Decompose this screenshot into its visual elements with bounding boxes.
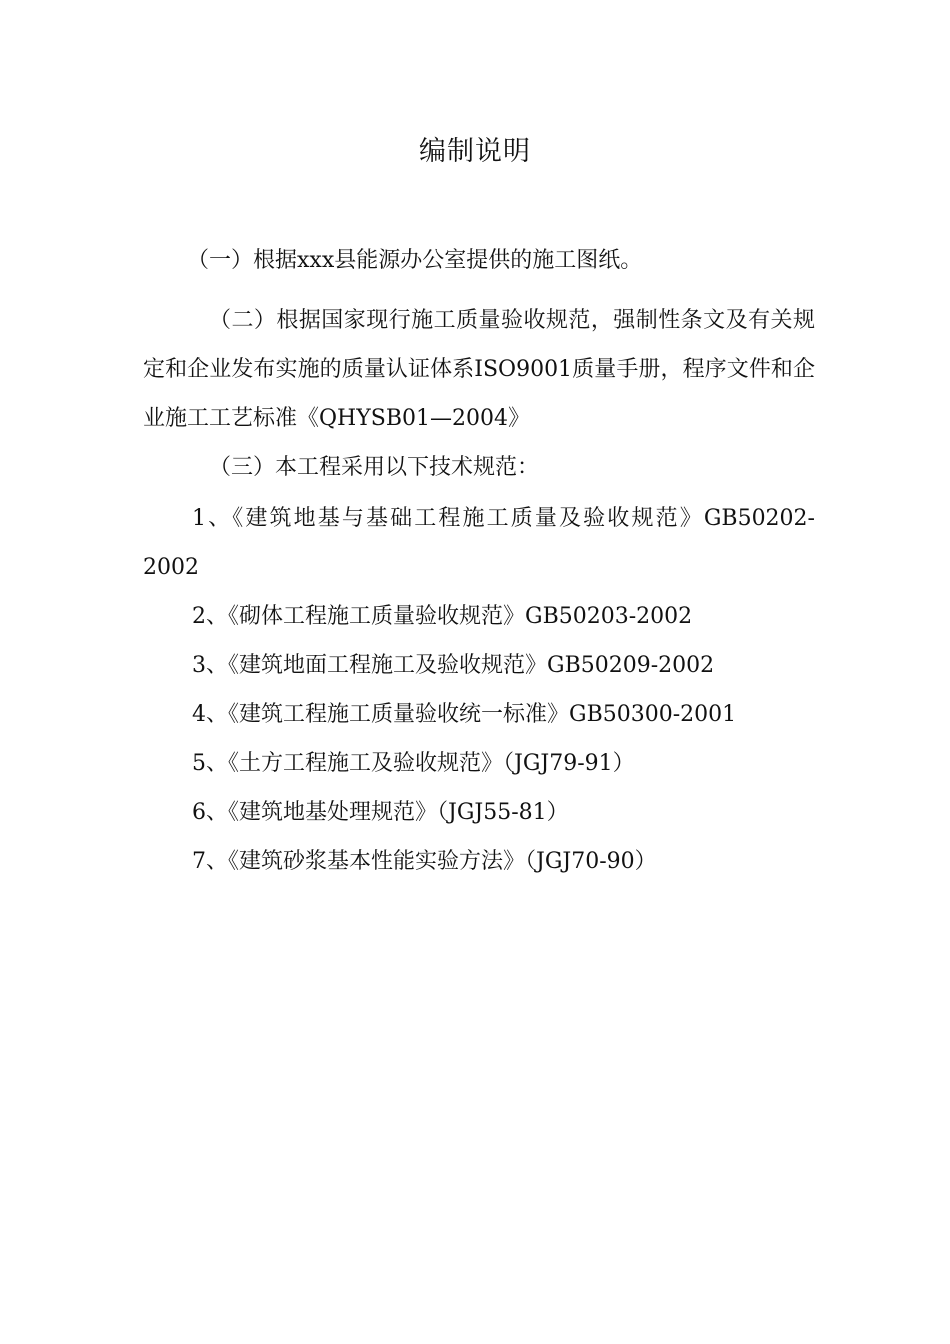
paragraph-drawings-basis: （一）根据xxx县能源办公室提供的施工图纸。 bbox=[187, 248, 643, 273]
standard-item: 3、《建筑地面工程施工及验收规范》GB50209-2002 bbox=[192, 653, 715, 678]
standard-item: 2、《砌体工程施工质量验收规范》GB50203-2002 bbox=[192, 604, 693, 629]
standard-item: 1、《建筑地基与基础工程施工质量及验收规范》GB50202-2002 bbox=[143, 506, 815, 580]
standards-list bbox=[143, 494, 815, 886]
standard-item: 7、《建筑砂浆基本性能实验方法》（JGJ70-90） bbox=[192, 849, 657, 874]
document-title: 编制说明 bbox=[419, 136, 531, 167]
standard-item: 4、《建筑工程施工质量验收统一标准》GB50300-2001 bbox=[192, 702, 737, 727]
paragraph-quality-standards: （二）根据国家现行施工质量验收规范，强制性条文及有关规定和企业发布实施的质量认证体系ISO9001质量手册，程序文件和企业施工工艺标准《QHYSB01—2004》 bbox=[143, 308, 815, 431]
paragraph-technical-specs-intro: （三）本工程采用以下技术规范： bbox=[209, 455, 540, 480]
standard-item: 5、《土方工程施工及验收规范》（JGJ79-91） bbox=[192, 751, 635, 776]
standard-item: 6、《建筑地基处理规范》（JGJ55-81） bbox=[192, 800, 569, 825]
